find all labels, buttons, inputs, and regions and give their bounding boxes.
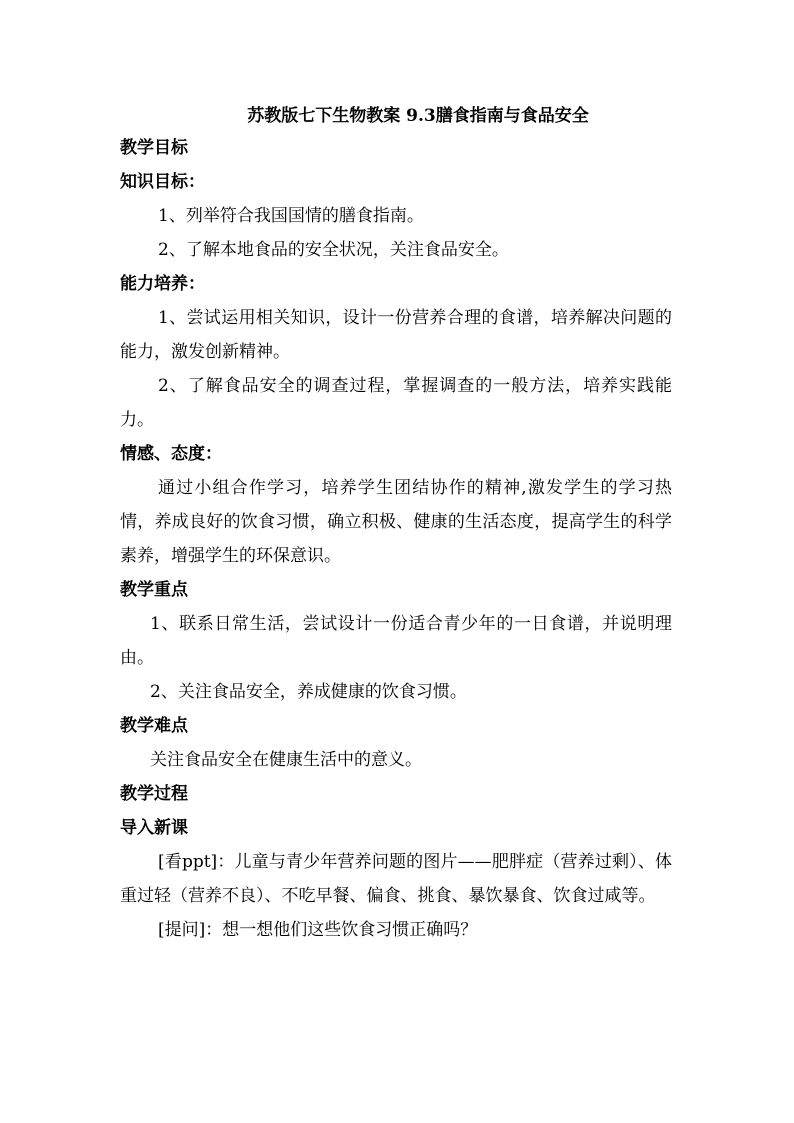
intro-paragraph: [看ppt]：儿童与青少年营养问题的图片——肥胖症（营养过剩）、体重过轻（营养不良）、不吃早餐、偏食、挑食、暴饮暴食、饮食过咸等。 (120, 852, 672, 906)
key-point-1: 1、联系日常生活，尝试设计一份适合青少年的一日食谱，并说明理由。 (120, 614, 672, 668)
heading-teaching-goals: 教学目标 (120, 138, 188, 158)
heading-process: 教学过程 (120, 784, 188, 804)
emotion-paragraph: 通过小组合作学习，培养学生团结协作的精神,激发学生的学习热情，养成良好的饮食习惯，确立积极、健康的生活态度，提高学生的科学素养，增强学生的环保意识。 (120, 478, 672, 566)
ability-item-2: 2、了解食品安全的调查过程，掌握调查的一般方法，培养实践能力。 (120, 376, 672, 430)
difficulty-paragraph: 关注食品安全在健康生活中的意义。 (150, 750, 422, 770)
knowledge-item-1: 1、列举符合我国国情的膳食指南。 (158, 206, 424, 226)
document-page (120, 101, 672, 947)
ability-item-1: 1、尝试运用相关知识，设计一份营养合理的食谱，培养解决问题的能力，激发创新精神。 (120, 308, 672, 362)
question-paragraph: [提问]：想一想他们这些饮食习惯正确吗？ (158, 920, 478, 940)
heading-intro: 导入新课 (120, 818, 188, 838)
key-point-2: 2、关注食品安全，养成健康的饮食习惯。 (150, 682, 467, 702)
heading-difficulty: 教学难点 (120, 716, 188, 736)
heading-knowledge-goals: 知识目标： (120, 172, 205, 192)
document-title: 苏教版七下生物教案 9.3膳食指南与食品安全 (247, 106, 589, 126)
heading-key-points: 教学重点 (120, 580, 188, 600)
knowledge-item-2: 2、了解本地食品的安全状况，关注食品安全。 (158, 240, 509, 260)
heading-emotion: 情感、态度： (120, 444, 222, 464)
heading-ability: 能力培养： (120, 274, 205, 294)
